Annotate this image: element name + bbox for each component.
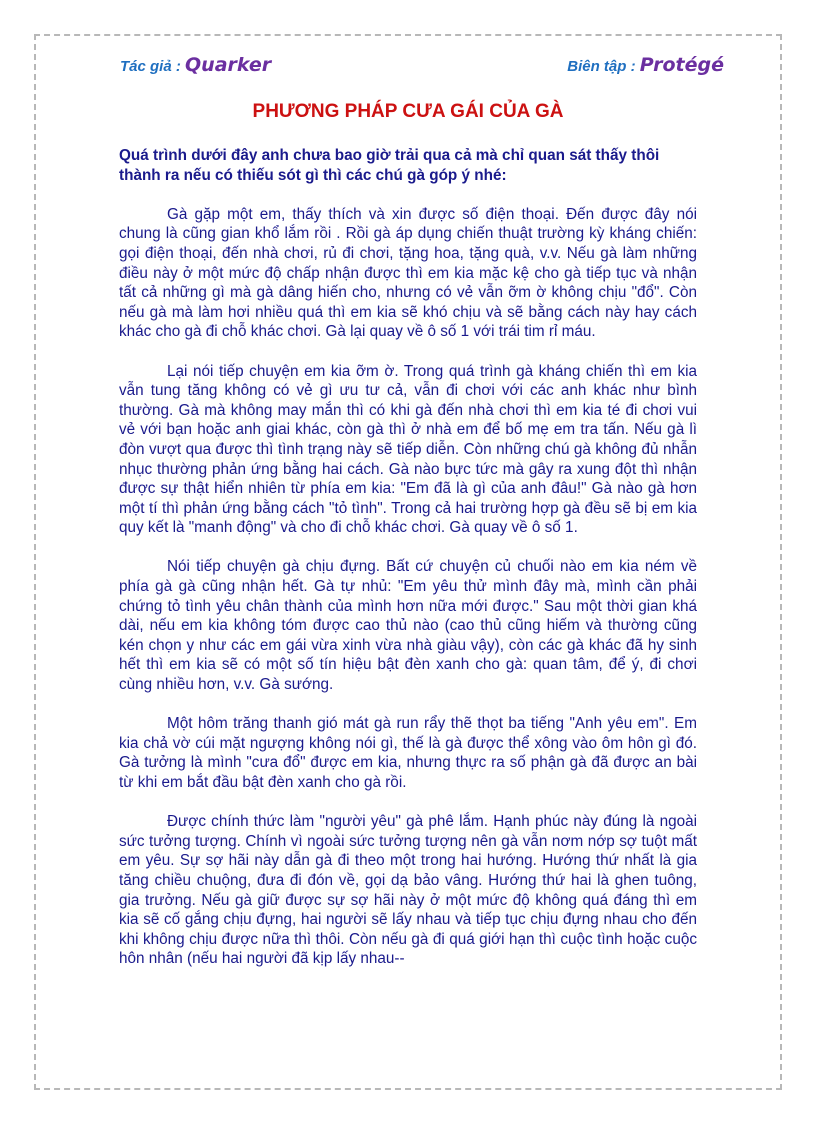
author-name: Quarker [185,54,272,76]
document-title: PHƯƠNG PHÁP CƯA GÁI CỦA GÀ [252,101,564,122]
author-credit [120,54,271,76]
editor-label: Biên tập : [567,58,640,75]
body-paragraph-1: Gà gặp một em, thấy thích và xin được số điện thoại. Đến được đây nói chung là cũng gian khổ lắm rồi . Rồi gà áp dụng chiến thuật trường kỳ kháng chiến: gọi điện thoại, đến nhà chơi, rủ đi chơi, tặng hoa, tặng quà, v.v. Nếu gà làm những điều này ở một mức độ chấp nhận được thì em kia mặc kệ cho gà tiếp tục và nhận tất cả những gì mà gà dâng hiến cho, nhưng có vẻ vẫn ỡm ờ không chịu "đổ". Còn nếu gà mà làm hơi nhiều quá thì em kia sẽ khó chịu và sẽ bằng cách này hay cách khác cho gà đi chỗ khác chơi. Gà lại quay về ô số 1 với trái tim rỉ máu. [119,205,697,341]
author-label: Tác giả : [120,58,186,75]
intro-paragraph: Quá trình dưới đây anh chưa bao giờ trải qua cả mà chỉ quan sát thấy thôi thành ra nếu có thiếu sót gì thì các chú gà góp ý nhé: [119,147,660,184]
body-paragraph-4: Một hôm trăng thanh gió mát gà run rẩy thẽ thọt ba tiếng "Anh yêu em". Em kia chả vờ cúi mặt ngượng không nói gì, thế là gà được thể xông vào ôm hôn gì đó. Gà tưởng là mình "cưa đổ" được em kia, nhưng thực ra số phận gà đã được an bài từ khi em bắt đầu bật đèn xanh cho gà rồi. [119,715,697,791]
body-paragraph-2: Lại nói tiếp chuyện em kia ỡm ờ. Trong quá trình gà kháng chiến thì em kia vẫn tung tăng không có vẻ gì ưu tư cả, vẫn đi chơi với các anh khác như bình thường. Gà mà không may mắn thì có khi gà đến nhà chơi thì em kia té đi chơi vui vẻ với bạn hoặc anh giai khác, còn gà thì ở nhà em để bố mẹ em tra tấn. Nếu gà lì đòn vượt qua được thì tình trạng này sẽ tiếp diễn. Còn những chú gà không đủ nhẫn nhục thường phản ứng bằng hai cách. Gà nào bực tức mà gây ra xung đột thì nhận được sự thật hiển nhiên từ phía em kia: "Em đã là gì của anh đâu!" Gà nào gà hơn một tí thì phản ứng bằng cách "tỏ tình". Trong cả hai trường hợp gà đều sẽ bị em kia quy kết là "manh động" và cho đi chỗ khác chơi. Gà quay về ô số 1. [119,362,697,537]
editor-name: Protégé [639,54,724,76]
document-body [119,146,697,989]
body-paragraph-5: Được chính thức làm "người yêu" gà phê lắm. Hạnh phúc này đúng là ngoài sức tưởng tượng. Chính vì ngoài sức tưởng tượng nên gà vẫn nơm nớp sợ tuột mất em yêu. Sự sợ hãi này dẫn gà đi theo một trong hai hướng. Hướng thứ nhất là gia tăng chiều chuộng, đưa đi đón về, gọi dạ bảo vâng. Hướng thứ hai là ghen tuông, gia trưởng. Nếu gà giữ được sự sợ hãi này ở một mức độ không quá đáng thì em kia sẽ cố gắng chịu đựng, hai người sẽ lấy nhau và tiếp tục chịu đựng nhau cho đến khi không chịu được nữa thì thôi. Còn nếu gà đi quá giới hạn thì cuộc tình hoặc cuộc hôn nhân (nếu hai người đã kịp lấy nhau-- [119,813,697,968]
body-paragraph-3: Nói tiếp chuyện gà chịu đựng. Bất cứ chuyện củ chuối nào em kia ném về phía gà gà cũng nhận hết. Gà tự nhủ: "Em yêu thử mình đây mà, mình cần phải chứng tỏ tình yêu chân thành của mình hơn nữa mới được." Sau một thời gian khá dài, nếu em kia không tóm được cao thủ nào (cao thủ cũng hiếm và thường cũng kén chọn y như các em gái vừa xinh vừa nhà giàu vậy), còn các gà khác đã hy sinh hết thì em kia sẽ có một số tín hiệu bật đèn xanh cho gà: quan tâm, để ý, đi chơi cùng nhiều hơn, v.v. Gà sướng. [119,558,697,694]
editor-credit [567,54,724,76]
document-header [120,54,724,82]
